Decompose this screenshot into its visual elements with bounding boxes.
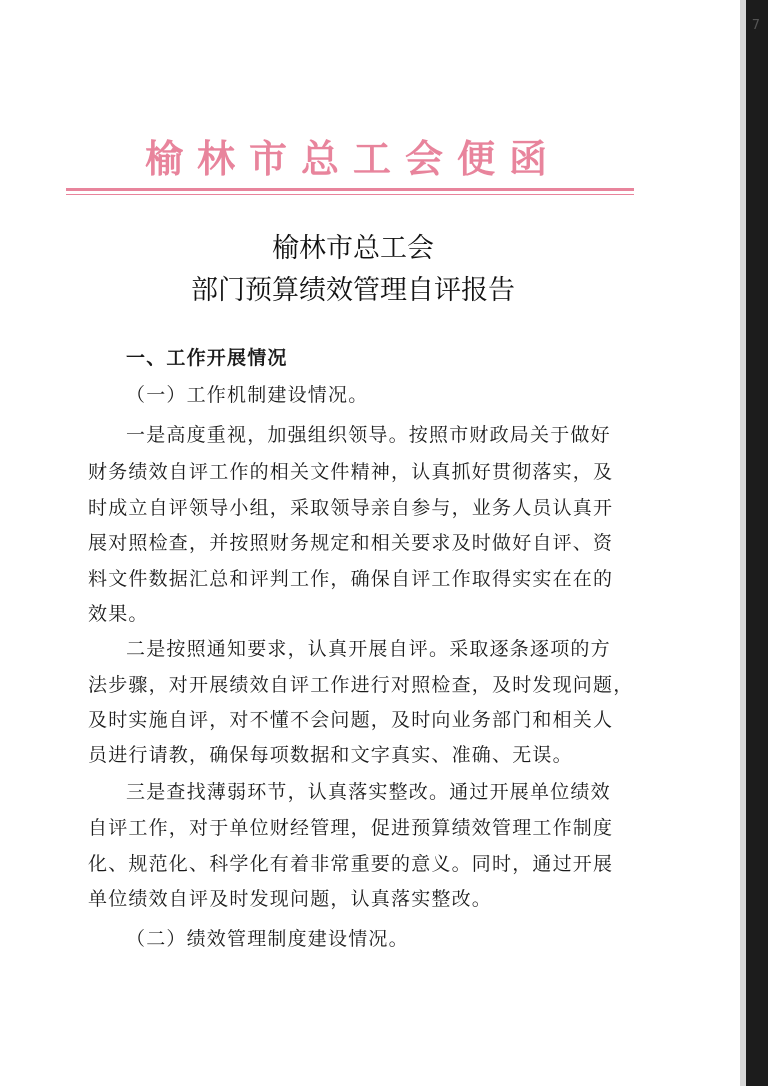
letterhead-rule-thick: [66, 188, 634, 191]
letterhead-rule-thin: [66, 194, 634, 195]
paragraph-line: 及时实施自评，对不懂不会问题，及时向业务部门和相关人: [88, 709, 614, 731]
scan-border: [746, 0, 768, 1086]
letterhead-title: 榆林市总工会便函: [144, 136, 561, 181]
paragraph-line: 三是查找薄弱环节，认真落实整改。通过开展单位绩效: [126, 781, 611, 803]
paragraph-line: 展对照检查，并按照财务规定和相关要求及时做好自评、资: [88, 532, 614, 554]
paragraph-line: 员进行请教，确保每项数据和文字真实、准确、无误。: [88, 744, 573, 766]
paragraph-line: 二是按照通知要求，认真开展自评。采取逐条逐项的方: [126, 638, 611, 660]
paragraph-line: 料文件数据汇总和评判工作，确保自评工作取得实实在在的: [88, 568, 614, 590]
paragraph-line: 法步骤，对开展绩效自评工作进行对照检查，及时发现问题，: [88, 674, 634, 696]
paragraph-line: 一是高度重视，加强组织领导。按照市财政局关于做好: [126, 424, 611, 446]
report-title-line2: 部门预算绩效管理自评报告: [191, 275, 515, 306]
paragraph-line: 化、规范化、科学化有着非常重要的意义。同时，通过开展: [88, 853, 614, 875]
paragraph-line: 财务绩效自评工作的相关文件精神，认真抓好贯彻落实，及: [88, 461, 614, 483]
paragraph-line: 单位绩效自评及时发现问题，认真落实整改。: [88, 888, 493, 910]
paragraph-line: 效果。: [88, 603, 149, 625]
subsection-heading: （二）绩效管理制度建设情况。: [126, 928, 409, 950]
report-title-line1: 榆林市总工会: [272, 233, 434, 264]
paragraph-line: 自评工作，对于单位财经管理，促进预算绩效管理工作制度: [88, 817, 614, 839]
section-heading: 一、工作开展情况: [126, 347, 288, 369]
corner-mark: 7: [751, 18, 760, 33]
subsection-heading: （一）工作机制建设情况。: [126, 384, 369, 406]
paragraph-line: 时成立自评领导小组，采取领导亲自参与，业务人员认真开: [88, 497, 614, 519]
